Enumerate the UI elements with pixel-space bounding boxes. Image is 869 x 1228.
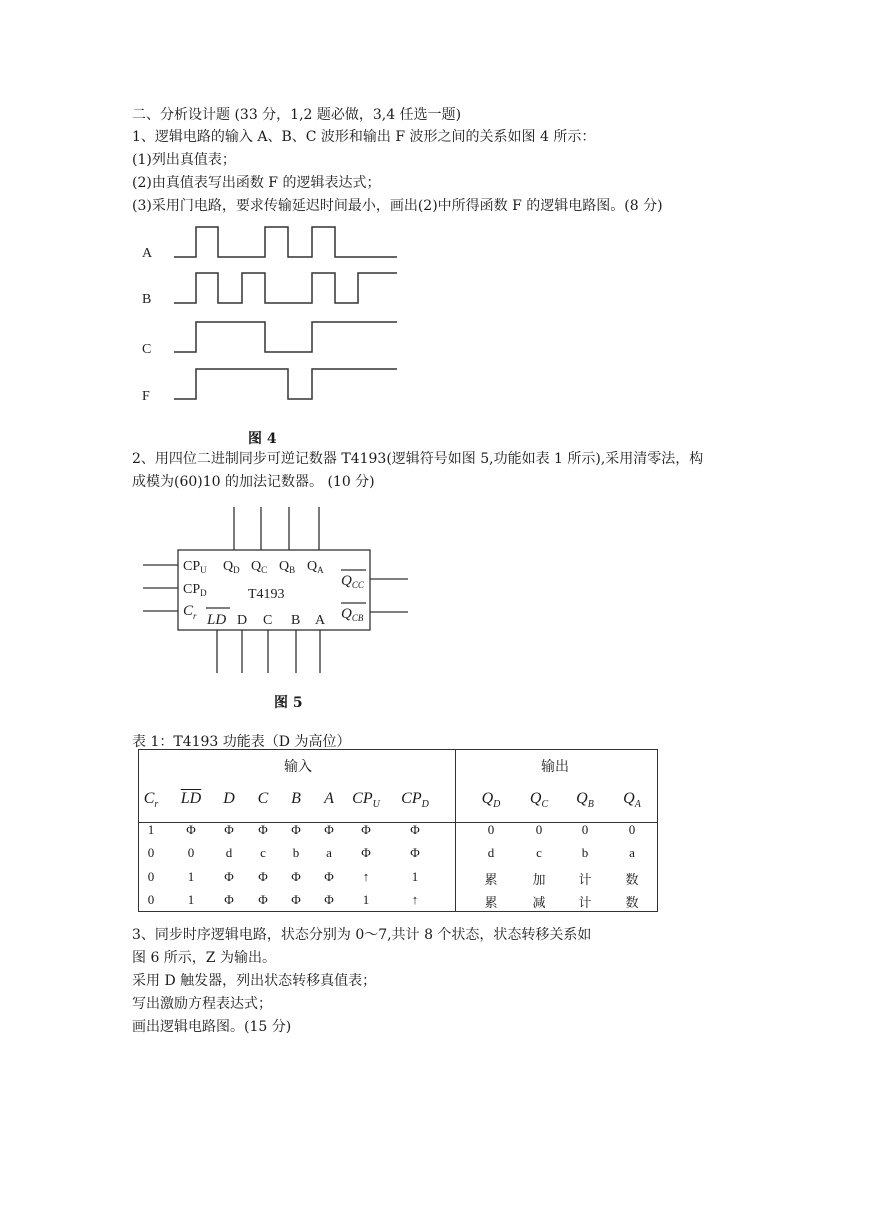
waveform-a [174, 227, 397, 257]
table-divider-horizontal [139, 822, 657, 823]
table-cell: 1 [411, 869, 419, 884]
header-main-text: A [324, 790, 334, 807]
table-cell: Φ [291, 869, 301, 884]
header-main-text: B [291, 790, 301, 807]
header-main-text: C [143, 790, 155, 807]
pin-label-qcc: $Q_{CC}$ [341, 573, 364, 590]
signal-label-a: A [142, 246, 153, 261]
table-cell: Φ [324, 822, 334, 837]
table-header-cell [401, 790, 429, 810]
table-cell: Φ [224, 869, 234, 884]
table-cell: 0 [628, 822, 636, 837]
header-main-text: Q [576, 790, 588, 807]
header-main-text: Q [481, 790, 494, 807]
pin-label-b: B [291, 613, 301, 628]
header-main-text: C [257, 790, 269, 807]
pin-label-qa: $Q_A$ [307, 559, 324, 575]
table-cell: Φ [361, 822, 371, 837]
table-header-cell [291, 790, 301, 808]
header-sub-text: D [421, 799, 429, 811]
table-cell: 0 [147, 892, 155, 907]
table-header-cell [576, 790, 594, 810]
pin-label-d: D [237, 613, 248, 628]
pin-label-c: C [263, 613, 273, 628]
header-main-text: Q [623, 790, 635, 807]
pin-label-qc: $Q_C$ [251, 559, 268, 575]
figure-5-caption: 图 5 [274, 695, 303, 711]
table-header-cell [144, 790, 159, 810]
table-cell: b [292, 845, 300, 860]
q3-line-3: 采用 D 触发器，列出状态转移真值表； [132, 973, 377, 989]
table-cell: Φ [258, 822, 268, 837]
figure-4-waveforms [130, 222, 420, 412]
table-cell: Φ [291, 822, 301, 837]
figure-4-caption: 图 4 [248, 431, 277, 447]
q3-line-2: 图 6 所示，Z 为输出。 [132, 950, 276, 966]
header-sub-text: A [634, 799, 641, 811]
table-header-cell [352, 790, 380, 810]
header-sub-text: C [541, 799, 549, 811]
table-cell: Φ [258, 892, 268, 907]
pin-label-ld: LD [207, 612, 227, 628]
waveform-b [174, 273, 397, 303]
q3-line-1: 3、同步时序逻辑电路，状态分别为 0～7,共计 8 个状态，状态转移关系如 [132, 927, 592, 943]
table-1-title: 表 1：T4193 功能表（D 为高位） [132, 734, 351, 750]
input-group-header: 输入 [284, 759, 312, 775]
table-cell: 加 [532, 872, 546, 887]
table-cell: Φ [291, 892, 301, 907]
pin-label-qd: $Q_D$ [223, 559, 240, 575]
table-1 [138, 749, 658, 912]
table-cell: ↑ [362, 869, 370, 884]
header-main-text: $\overline{LD}$ [180, 790, 202, 807]
table-cell: 1 [187, 892, 195, 907]
table-cell: 数 [625, 872, 639, 887]
waveform-f [174, 369, 397, 399]
table-header-cell [223, 790, 235, 808]
table-cell: Φ [410, 845, 420, 860]
table-cell: c [536, 845, 542, 860]
header-main-text: CP [401, 790, 422, 807]
table-header-cell [258, 790, 269, 808]
table-cell: 累 [484, 895, 498, 910]
table-cell: d [487, 845, 495, 860]
q1-line-3: (2)由真值表写出函数 F 的逻辑表达式； [132, 175, 381, 191]
table-cell: Φ [324, 869, 334, 884]
table-cell: 0 [147, 845, 155, 860]
pin-label-qb: $Q_B$ [279, 559, 296, 575]
section-heading: 二、分析设计题 (33 分，1,2 题必做，3,4 任选一题) [132, 107, 462, 123]
table-cell: Φ [324, 892, 334, 907]
table-cell: Φ [410, 822, 420, 837]
header-sub-text: r [154, 799, 159, 811]
table-cell: 0 [147, 869, 155, 884]
table-cell: 0 [581, 822, 589, 837]
table-cell: 0 [535, 822, 543, 837]
signal-label-f: F [142, 389, 150, 404]
table-cell: 数 [625, 895, 639, 910]
table-cell: Φ [361, 845, 371, 860]
table-divider-vertical [455, 750, 456, 911]
table-cell: 1 [187, 869, 195, 884]
pin-label-cpu: $CP_U$ [183, 559, 207, 575]
header-main-text: CP [352, 790, 373, 807]
table-cell: 0 [487, 822, 495, 837]
table-cell: Φ [186, 822, 196, 837]
q2-line-1: 2、用四位二进制同步可逆记数器 T4193(逻辑符号如图 5,功能如表 1 所示),采用清零法，构 [132, 451, 704, 467]
q2-line-2: 成模为(60)10 的加法记数器。 (10 分) [132, 474, 375, 490]
pin-label-qcb: $Q_{CB}$ [341, 606, 364, 623]
pin-label-a: A [315, 613, 326, 628]
q1-line-1: 1、逻辑电路的输入 A、B、C 波形和输出 F 波形之间的关系如图 4 所示： [132, 129, 596, 145]
header-main-text: Q [529, 790, 542, 807]
table-header-cell [623, 790, 641, 810]
table-cell: b [581, 845, 589, 860]
table-cell: 0 [187, 845, 195, 860]
signal-label-c: C [142, 342, 152, 357]
header-main-text: D [223, 790, 235, 807]
table-cell: 计 [578, 895, 592, 910]
table-cell: 1 [362, 892, 370, 907]
q1-line-4: (3)采用门电路，要求传输延迟时间最小，画出(2)中所得函数 F 的逻辑电路图。(8 分) [132, 198, 663, 214]
table-cell: ↑ [411, 892, 419, 907]
table-cell: 减 [532, 895, 546, 910]
table-cell: 1 [147, 822, 155, 837]
table-cell: Φ [258, 869, 268, 884]
output-group-header: 输出 [541, 759, 569, 775]
table-header-cell [181, 790, 201, 808]
pin-label-cpd: $CP_D$ [183, 582, 207, 598]
table-cell: 计 [578, 872, 592, 887]
table-header-cell [530, 790, 548, 810]
pin-label-cr: $C_r$ [183, 603, 197, 621]
header-sub-text: U [372, 799, 380, 811]
table-cell: Φ [224, 822, 234, 837]
figure-5-chip-symbol [140, 500, 420, 680]
table-cell: c [260, 845, 266, 860]
table-header-cell [324, 790, 334, 808]
chip-name: T4193 [248, 587, 285, 602]
q3-line-4: 写出激励方程表达式； [132, 996, 272, 1012]
header-sub-text: D [493, 799, 501, 811]
q1-line-2: (1)列出真值表； [132, 152, 236, 168]
table-cell: 累 [484, 872, 498, 887]
table-cell: Φ [224, 892, 234, 907]
table-cell: a [629, 845, 635, 860]
header-sub-text: B [587, 799, 594, 811]
table-header-cell [482, 790, 501, 810]
waveform-c [174, 322, 397, 352]
table-cell: a [326, 845, 332, 860]
signal-label-b: B [142, 292, 152, 307]
table-cell: d [225, 845, 233, 860]
q3-line-5: 画出逻辑电路图。(15 分) [132, 1019, 292, 1035]
